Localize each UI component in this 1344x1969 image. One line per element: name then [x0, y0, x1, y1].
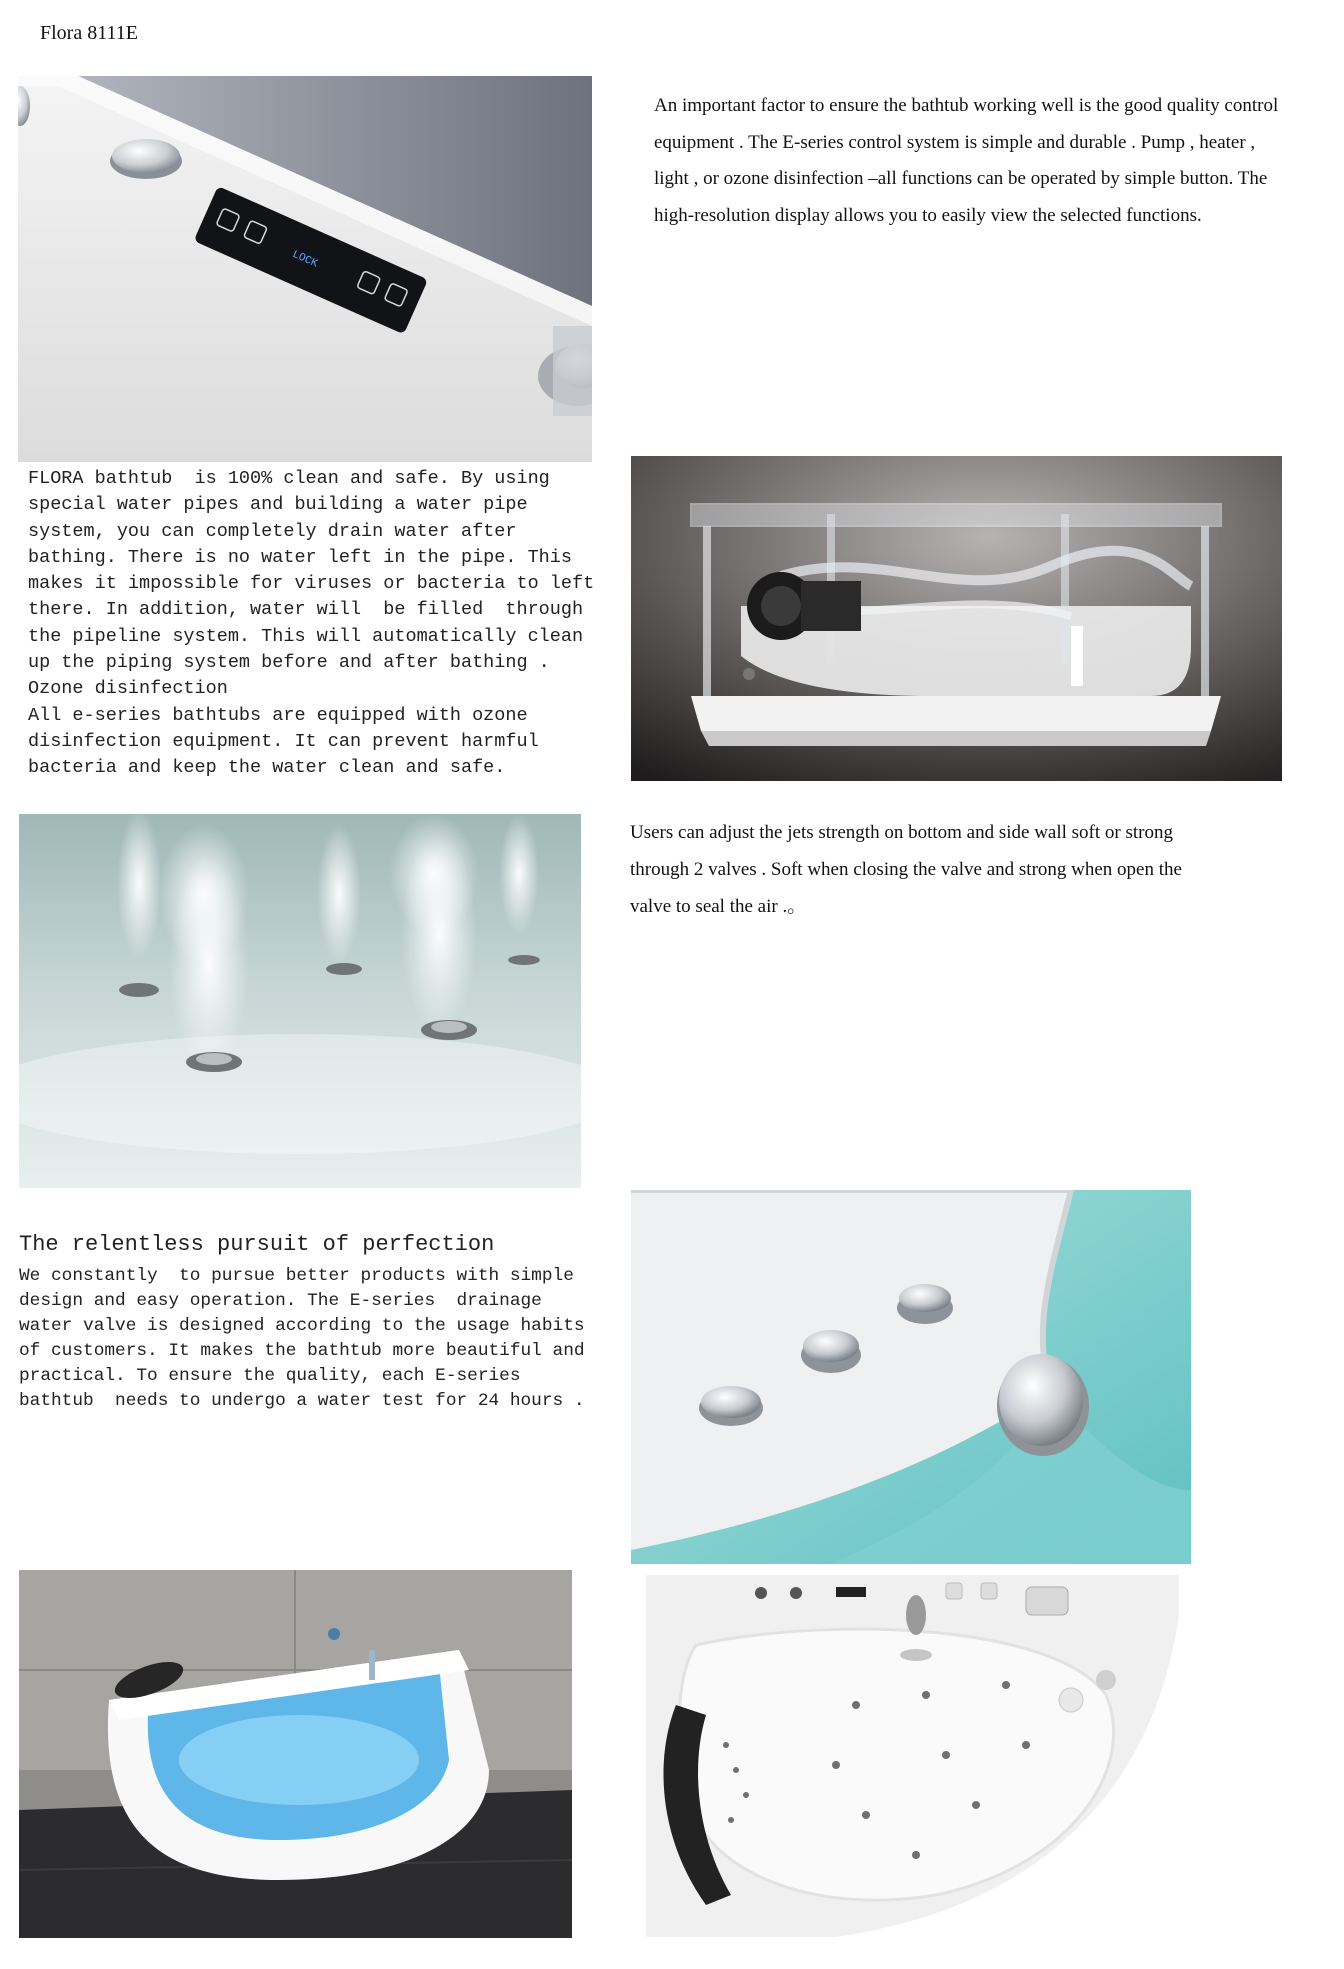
- water-jets-photo: [19, 814, 581, 1188]
- top-view-bathtub-photo: [636, 1575, 1179, 1937]
- display-readout: LOCK: [290, 248, 320, 271]
- page-title: Flora 8111E: [40, 22, 138, 44]
- corner-bathtub-photo: [19, 1570, 572, 1938]
- control-description: An important factor to ensure the bathtub working well is the good quality control equipment . The E-series control system is simple and durable . Pump , heater , light , or ozone disinfection –all functions can be operated by simple button. The high-resolution display allows you to easily view the selected functions.: [654, 95, 1279, 226]
- drain-buttons-photo: [631, 1190, 1191, 1564]
- jets-description: Users can adjust the jets strength on bottom and side wall soft or strong through 2 valves . Soft when closing the valve and strong when open the valve to seal the air .。: [630, 822, 1182, 917]
- clean-description: FLORA bathtub is 100% clean and safe. By using special water pipes and building a water pipe system, you can completely drain water after bathing. There is no water left in the pipe. This makes it impossible for viruses or bacteria to left there. In addition, water will be filled through the pipeline system. This will automatically clean up the piping system before and after bathing . Ozone disinfection All e-series bathtubs are equipped with ozone disinfection equipment. It can prevent harmful bacteria and keep the water clean and safe.: [28, 468, 595, 779]
- perfection-heading: The relentless pursuit of perfection: [19, 1232, 495, 1257]
- pipe-system-photo: [631, 456, 1282, 781]
- perfection-description: We constantly to pursue better products with simple design and easy operation. The E-series drainage water valve is designed according to the usage habits of customers. It makes the bathtub more beautiful and practical. To ensure the quality, each E-series bathtub needs to undergo a water test for 24 hours .: [19, 1266, 585, 1411]
- control-panel-photo: [18, 76, 592, 462]
